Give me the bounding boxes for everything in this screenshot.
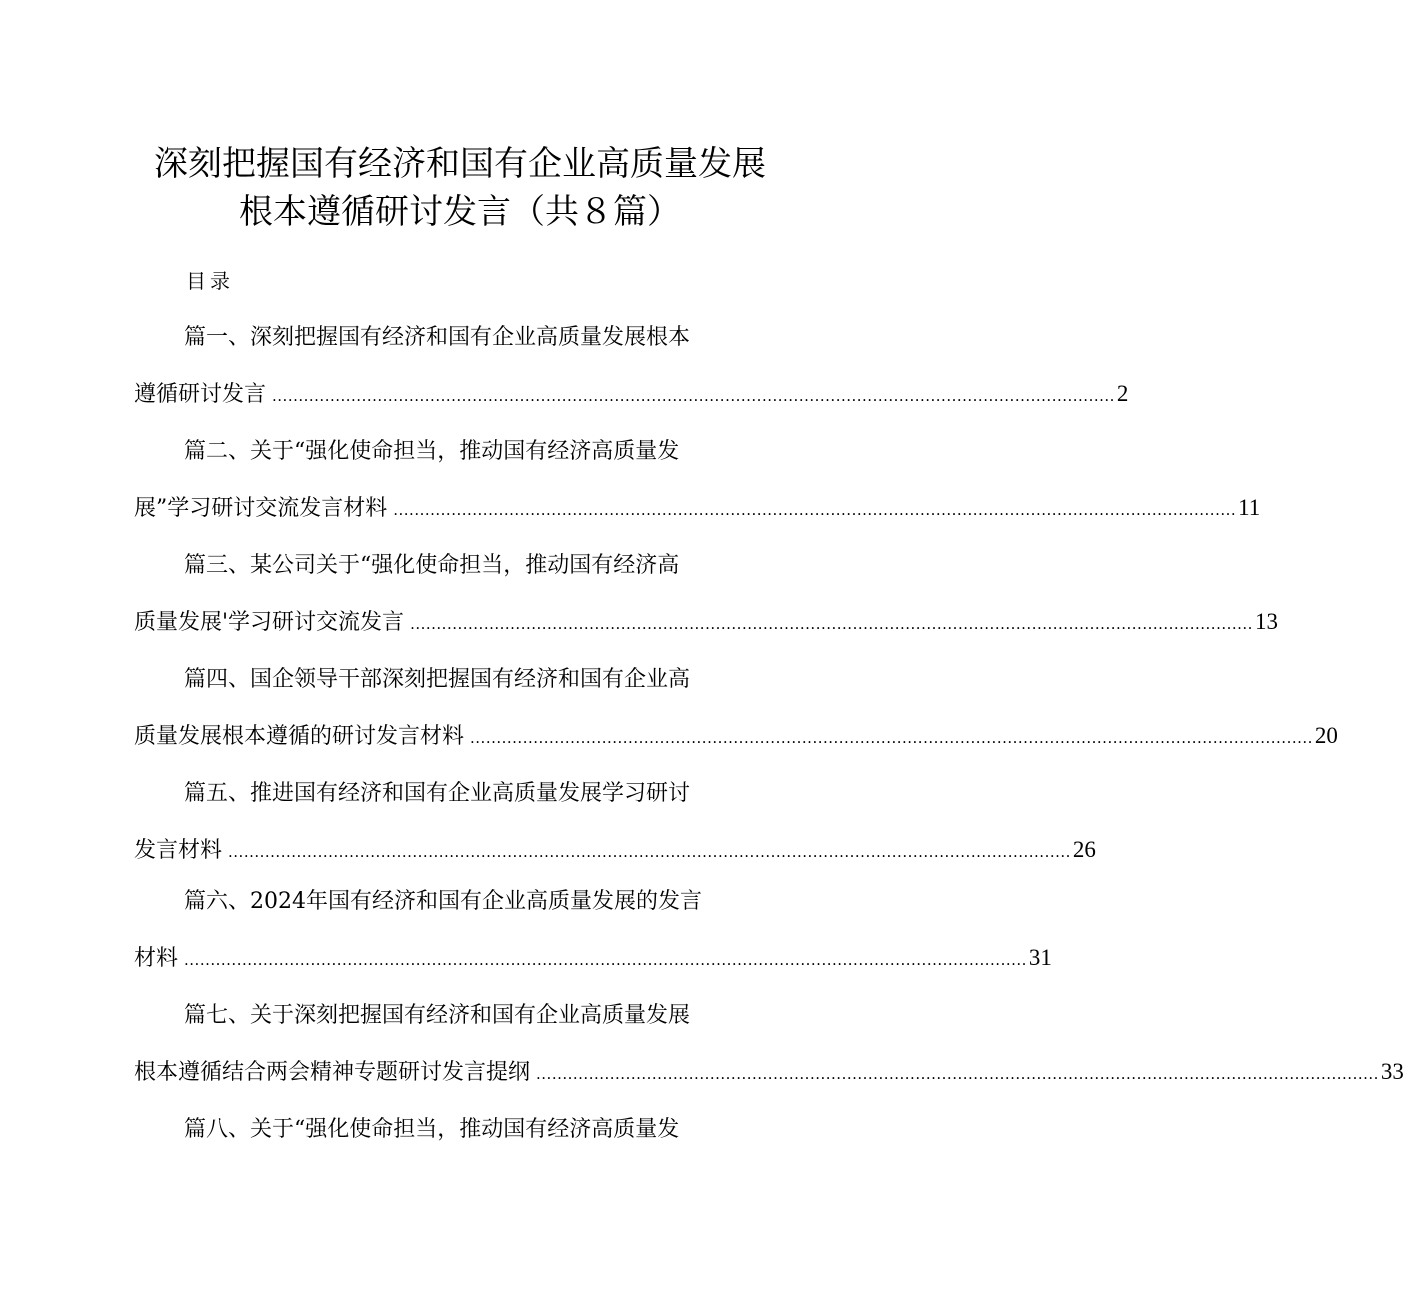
toc-entry-7[interactable] — [0, 1000, 1404, 1114]
toc-entry-title-cont: 发言材料 — [134, 838, 223, 863]
toc-leader-dots: ................................................................................................................................................................ — [184, 951, 1027, 969]
toc-entry-title-cont: 质量发展'学习研讨交流发言 — [134, 610, 405, 635]
toc-entry-8-title[interactable]: 篇八、关于“强化使命担当，推动国有经济高质量发 — [184, 1117, 680, 1142]
toc-entry-1[interactable] — [0, 322, 1129, 436]
toc-entry-title-cont: 材料 — [134, 946, 179, 971]
toc-entry-continuation — [134, 720, 1338, 754]
toc-entry-continuation — [134, 1056, 1404, 1090]
document-title-line-2: 根本遵循研讨发言（共８篇） — [239, 192, 681, 232]
toc-leader-dots: ................................................................................................................................................................ — [410, 615, 1253, 633]
toc-entry-title: 篇五、推进国有经济和国有企业高质量发展学习研讨 — [184, 781, 691, 806]
toc-entry-3[interactable] — [0, 550, 1278, 664]
toc-leader-dots: ................................................................................................................................................................ — [272, 387, 1115, 405]
toc-entry-title-cont: 展”学习研讨交流发言材料 — [134, 496, 388, 521]
toc-entry-2[interactable] — [0, 436, 1261, 550]
toc-entry-title: 篇六、2024年国有经济和国有企业高质量发展的发言 — [184, 889, 702, 914]
toc-entry-title: 篇三、某公司关于“强化使命担当，推动国有经济高 — [184, 553, 680, 578]
toc-leader-dots: ................................................................................................................................................................ — [393, 501, 1237, 519]
toc-entry-continuation — [134, 942, 1052, 976]
toc-entry-title: 篇七、关于深刻把握国有经济和国有企业高质量发展 — [184, 1003, 691, 1028]
toc-entry-title-cont: 质量发展根本遵循的研讨发言材料 — [134, 724, 465, 749]
toc-page-number: 26 — [1072, 837, 1096, 862]
toc-entry-continuation — [134, 492, 1261, 526]
toc-page-number: 33 — [1380, 1059, 1404, 1084]
toc-page-number: 13 — [1254, 609, 1278, 634]
toc-entry-title-cont: 遵循研讨发言 — [134, 382, 267, 407]
toc-entry-continuation — [134, 378, 1129, 412]
toc-entry-title: 篇四、国企领导干部深刻把握国有经济和国有企业高 — [184, 667, 691, 692]
toc-leader-dots: ................................................................................................................................................................ — [536, 1065, 1379, 1083]
toc-entry-title: 篇一、深刻把握国有经济和国有企业高质量发展根本 — [184, 325, 691, 350]
toc-entry-continuation — [134, 606, 1278, 640]
toc-entry-title-cont: 根本遵循结合两会精神专题研讨发言提纲 — [134, 1060, 531, 1085]
toc-entry-6[interactable] — [0, 886, 1052, 1000]
document-title-line-1: 深刻把握国有经济和国有企业高质量发展 — [154, 144, 766, 184]
toc-page-number: 2 — [1116, 381, 1129, 406]
toc-entry-title: 篇二、关于“强化使命担当，推动国有经济高质量发 — [184, 439, 680, 464]
toc-page-number: 31 — [1028, 945, 1052, 970]
toc-entry-5[interactable] — [0, 778, 1096, 892]
toc-entry-continuation — [134, 834, 1096, 868]
toc-page-number: 11 — [1238, 495, 1261, 520]
toc-page-number: 20 — [1314, 723, 1338, 748]
toc-leader-dots: ................................................................................................................................................................ — [228, 843, 1071, 861]
toc-leader-dots: ................................................................................................................................................................ — [470, 729, 1313, 747]
toc-heading: 目录 — [186, 269, 234, 293]
toc-entry-4[interactable] — [0, 664, 1338, 778]
